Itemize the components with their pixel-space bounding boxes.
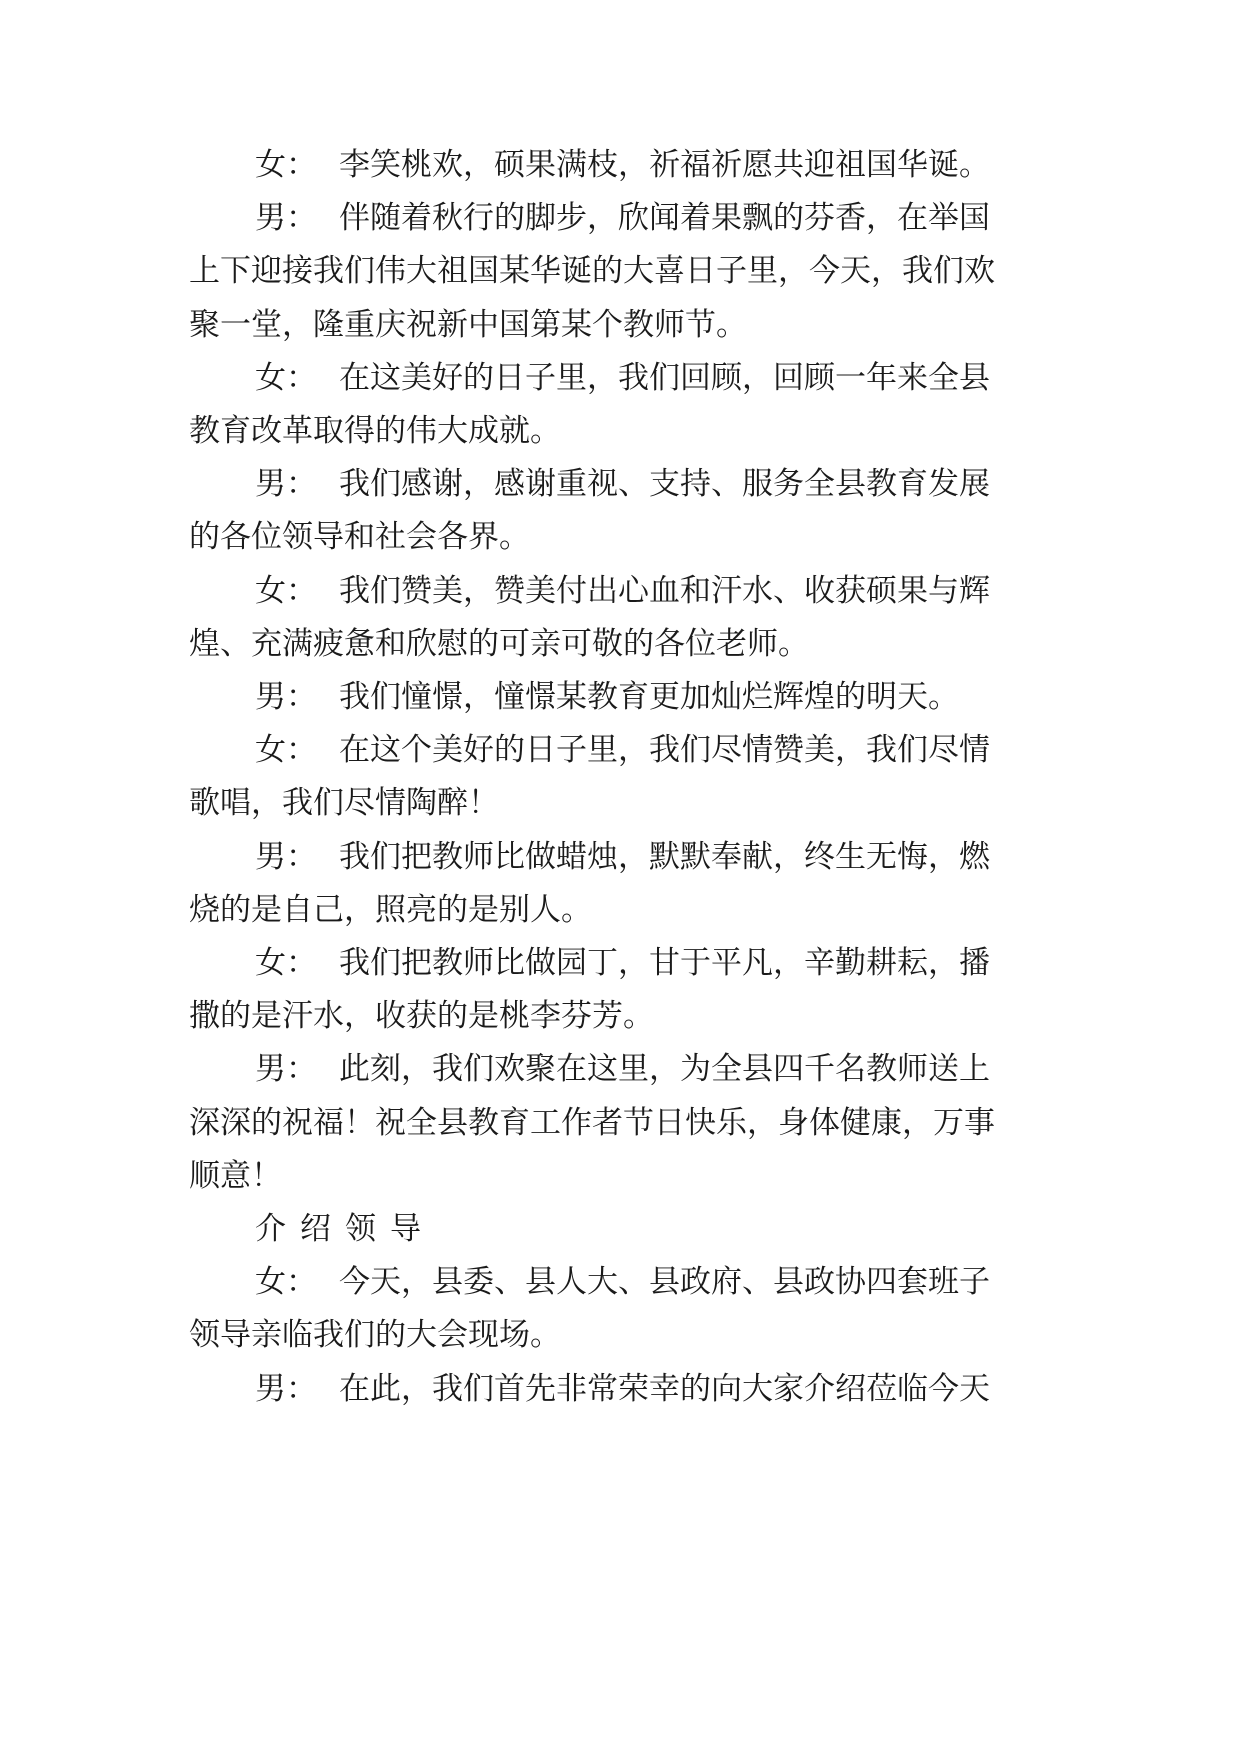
speaker-label: 男： — [255, 679, 317, 715]
dialogue-text: 顺意！ — [189, 1158, 282, 1194]
dialogue-text: 烧的是自己，照亮的是别人。 — [189, 892, 592, 928]
dialogue-text: 的各位领导和社会各界。 — [189, 519, 530, 555]
speaker-label: 男： — [255, 1051, 317, 1087]
dialogue-text: 伴随着秋行的脚步，欣闻着果飘的芬香，在举国 — [339, 200, 990, 236]
paragraph-line — [0, 677, 1241, 717]
paragraph-line — [0, 730, 1241, 770]
paragraph-line — [0, 783, 1241, 823]
paragraph-line — [0, 1369, 1241, 1409]
paragraph-line — [0, 251, 1241, 291]
dialogue-text: 我们憧憬，憧憬某教育更加灿烂辉煌的明天。 — [339, 679, 959, 715]
paragraph-line — [0, 411, 1241, 451]
paragraph-line — [0, 464, 1241, 504]
paragraph-line — [0, 1262, 1241, 1302]
paragraph-line — [0, 571, 1241, 611]
speaker-label: 男： — [255, 200, 317, 236]
dialogue-text: 撒的是汗水，收获的是桃李芬芳。 — [189, 998, 654, 1034]
paragraph-line — [0, 996, 1241, 1036]
dialogue-text: 歌唱，我们尽情陶醉！ — [189, 785, 499, 821]
dialogue-text: 我们感谢，感谢重视、支持、服务全县教育发展 — [339, 466, 990, 502]
dialogue-text: 我们把教师比做园丁，甘于平凡，辛勤耕耘，播 — [339, 945, 990, 981]
paragraph-line — [0, 837, 1241, 877]
speaker-label: 女： — [255, 1264, 317, 1300]
speaker-label: 女： — [255, 732, 317, 768]
paragraph-line — [0, 1049, 1241, 1089]
speaker-label: 女： — [255, 945, 317, 981]
paragraph-line — [0, 358, 1241, 398]
dialogue-text: 李笑桃欢，硕果满枝，祈福祈愿共迎祖国华诞。 — [339, 147, 990, 183]
dialogue-text: 在此，我们首先非常荣幸的向大家介绍莅临今天 — [339, 1371, 990, 1407]
dialogue-text: 今天，县委、县人大、县政府、县政协四套班子 — [339, 1264, 990, 1300]
section-heading: 介绍领导 — [255, 1211, 435, 1247]
paragraph-line — [0, 1315, 1241, 1355]
paragraph-line — [0, 1103, 1241, 1143]
speaker-label: 男： — [255, 1371, 317, 1407]
paragraph-line — [0, 943, 1241, 983]
dialogue-text: 聚一堂，隆重庆祝新中国第某个教师节。 — [189, 307, 747, 343]
speaker-label: 女： — [255, 360, 317, 396]
paragraph-line — [0, 1156, 1241, 1196]
dialogue-text: 在这美好的日子里，我们回顾，回顾一年来全县 — [339, 360, 990, 396]
dialogue-text: 煌、充满疲惫和欣慰的可亲可敬的各位老师。 — [189, 626, 809, 662]
speaker-label: 男： — [255, 839, 317, 875]
paragraph-line — [0, 1209, 1241, 1249]
dialogue-text: 在这个美好的日子里，我们尽情赞美，我们尽情 — [339, 732, 990, 768]
paragraph-line — [0, 517, 1241, 557]
paragraph-line — [0, 145, 1241, 185]
dialogue-text: 领导亲临我们的大会现场。 — [189, 1317, 561, 1353]
dialogue-text: 教育改革取得的伟大成就。 — [189, 413, 561, 449]
dialogue-text: 我们赞美，赞美付出心血和汗水、收获硕果与辉 — [339, 573, 990, 609]
speaker-label: 女： — [255, 573, 317, 609]
dialogue-text: 我们把教师比做蜡烛，默默奉献，终生无悔，燃 — [339, 839, 990, 875]
paragraph-line — [0, 624, 1241, 664]
dialogue-text: 上下迎接我们伟大祖国某华诞的大喜日子里，今天，我们欢 — [189, 253, 995, 289]
paragraph-line — [0, 305, 1241, 345]
speaker-label: 女： — [255, 147, 317, 183]
paragraph-line — [0, 198, 1241, 238]
paragraph-line — [0, 890, 1241, 930]
speaker-label: 男： — [255, 466, 317, 502]
dialogue-text: 深深的祝福！祝全县教育工作者节日快乐，身体健康，万事 — [189, 1105, 995, 1141]
dialogue-text: 此刻，我们欢聚在这里，为全县四千名教师送上 — [339, 1051, 990, 1087]
